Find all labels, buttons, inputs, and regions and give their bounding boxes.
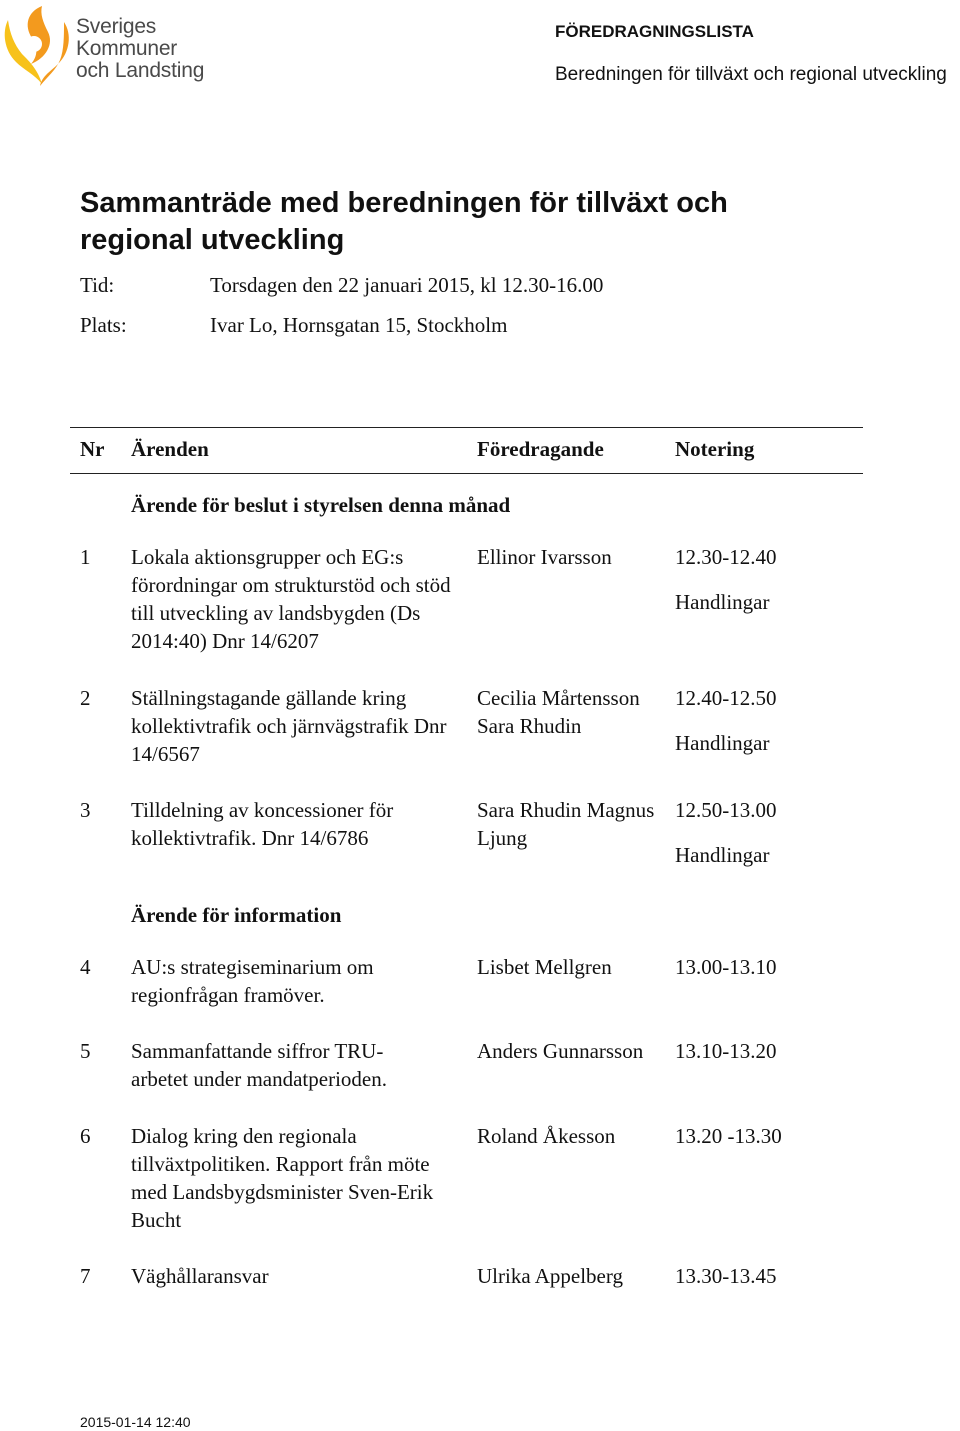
item-time: 12.30-12.40	[675, 545, 777, 569]
item-time: 13.00-13.10	[675, 955, 777, 979]
item-number: 1	[80, 545, 91, 569]
item-presenter: Anders Gunnarsson	[477, 1039, 644, 1063]
place-value: Ivar Lo, Hornsgatan 15, Stockholm	[210, 313, 508, 337]
item-presenter: Sara Rhudin Magnus Ljung	[477, 798, 655, 850]
place-label: Plats:	[80, 313, 127, 337]
item-presenter: Ellinor Ivarsson	[477, 545, 612, 569]
skl-logo-icon	[2, 4, 74, 88]
table-top-rule	[70, 427, 863, 428]
item-number: 2	[80, 686, 91, 710]
item-case: Ställningstagande gällande kring kollektivtrafik och järnvägstrafik Dnr 14/6567	[131, 686, 447, 766]
item-case: Dialog kring den regionala tillväxtpolitiken. Rapport från möte med Landsbygdsminister Sven-Erik Bucht	[131, 1124, 434, 1232]
item-number: 4	[80, 955, 91, 979]
logo-line-2: Kommuner	[76, 37, 178, 60]
item-time: 12.40-12.50	[675, 686, 777, 710]
time-value: Torsdagen den 22 januari 2015, kl 12.30-16.00	[210, 273, 604, 297]
skl-logo	[2, 4, 212, 88]
item-presenter: Ulrika Appelberg	[477, 1264, 623, 1288]
logo-line-1: Sveriges	[76, 15, 157, 38]
section-heading-decision: Ärende för beslut i styrelsen denna månad	[131, 493, 511, 517]
item-number: 3	[80, 798, 91, 822]
footer-timestamp: 2015-01-14 12:40	[80, 1414, 191, 1430]
item-documents: Handlingar	[675, 590, 770, 614]
item-documents: Handlingar	[675, 731, 770, 755]
section-heading-information: Ärende för information	[131, 903, 342, 927]
item-time: 13.30-13.45	[675, 1264, 777, 1288]
item-time: 12.50-13.00	[675, 798, 777, 822]
logo-line-3: och Landsting	[76, 59, 205, 82]
item-case: Väghållaransvar	[131, 1264, 269, 1288]
logo-wordmark	[76, 16, 204, 82]
time-label: Tid:	[80, 273, 115, 297]
item-presenter: Cecilia Mårtensson Sara Rhudin	[477, 686, 640, 738]
item-documents: Handlingar	[675, 843, 770, 867]
item-time: 13.20 -13.30	[675, 1124, 782, 1148]
item-case: Sammanfattande siffror TRU-arbetet under mandatperioden.	[131, 1039, 387, 1091]
document-subtitle: Beredningen för tillväxt och regional utveckling	[555, 64, 947, 85]
col-header-nr: Nr	[80, 437, 105, 461]
col-header-presenter: Föredragande	[477, 437, 604, 461]
col-header-case: Ärenden	[131, 437, 209, 461]
item-number: 6	[80, 1124, 91, 1148]
item-number: 5	[80, 1039, 91, 1063]
item-presenter: Lisbet Mellgren	[477, 955, 612, 979]
item-case: Tilldelning av koncessioner för kollektivtrafik. Dnr 14/6786	[131, 798, 394, 850]
item-case: AU:s strategiseminarium om regionfrågan framöver.	[131, 955, 374, 1007]
item-case: Lokala aktionsgrupper och EG:s förordningar om strukturstöd och stöd till utveckling av landsbygden (Ds 2014:40) Dnr 14/6207	[131, 545, 451, 653]
col-header-note: Notering	[675, 437, 755, 461]
item-time: 13.10-13.20	[675, 1039, 777, 1063]
page-title: Sammanträde med beredningen för tillväxt och regional utveckling	[80, 187, 728, 256]
item-number: 7	[80, 1264, 91, 1288]
item-presenter: Roland Åkesson	[477, 1124, 616, 1148]
document-type: FÖREDRAGNINGSLISTA	[555, 22, 754, 41]
table-header-rule	[70, 473, 863, 474]
